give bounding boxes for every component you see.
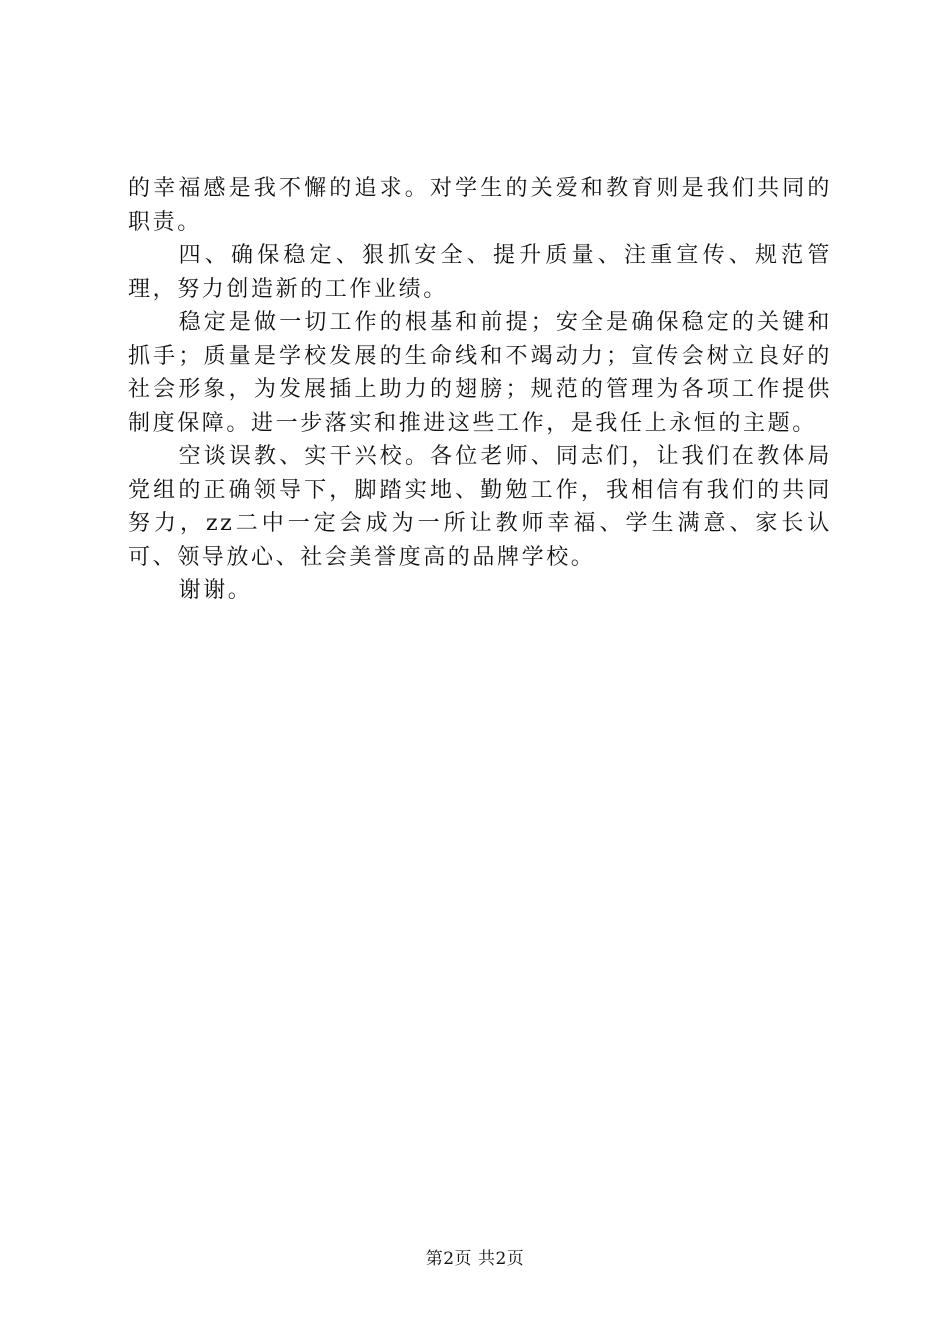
paragraph-continuation: 的幸福感是我不懈的追求。对学生的关爱和教育则是我们共同的职责。 [128, 176, 832, 235]
page-number-footer: 第2页 共2页 [425, 1249, 525, 1269]
paragraph-closing-appeal: 空谈误教、实干兴校。各位老师、同志们，让我们在教体局党组的正确领导下，脚踏实地、勤勉工作，我相信有我们的共同努力，zz二中一定会成为一所让教师幸福、学生满意、家长认可、领导放心、社会美誉度高的品牌学校。 [128, 444, 832, 570]
paragraph-thanks: 谢谢。 [178, 578, 253, 603]
document-body [128, 172, 832, 608]
paragraph-section-four-heading: 四、确保稳定、狠抓安全、提升质量、注重宣传、规范管理，努力创造新的工作业绩。 [128, 243, 832, 302]
paragraph-stability-safety: 稳定是做一切工作的根基和前提；安全是确保稳定的关键和抓手；质量是学校发展的生命线和不竭动力；宣传会树立良好的社会形象，为发展插上助力的翅膀；规范的管理为各项工作提供制度保障。进一步落实和推进这些工作，是我任上永恒的主题。 [128, 310, 832, 436]
